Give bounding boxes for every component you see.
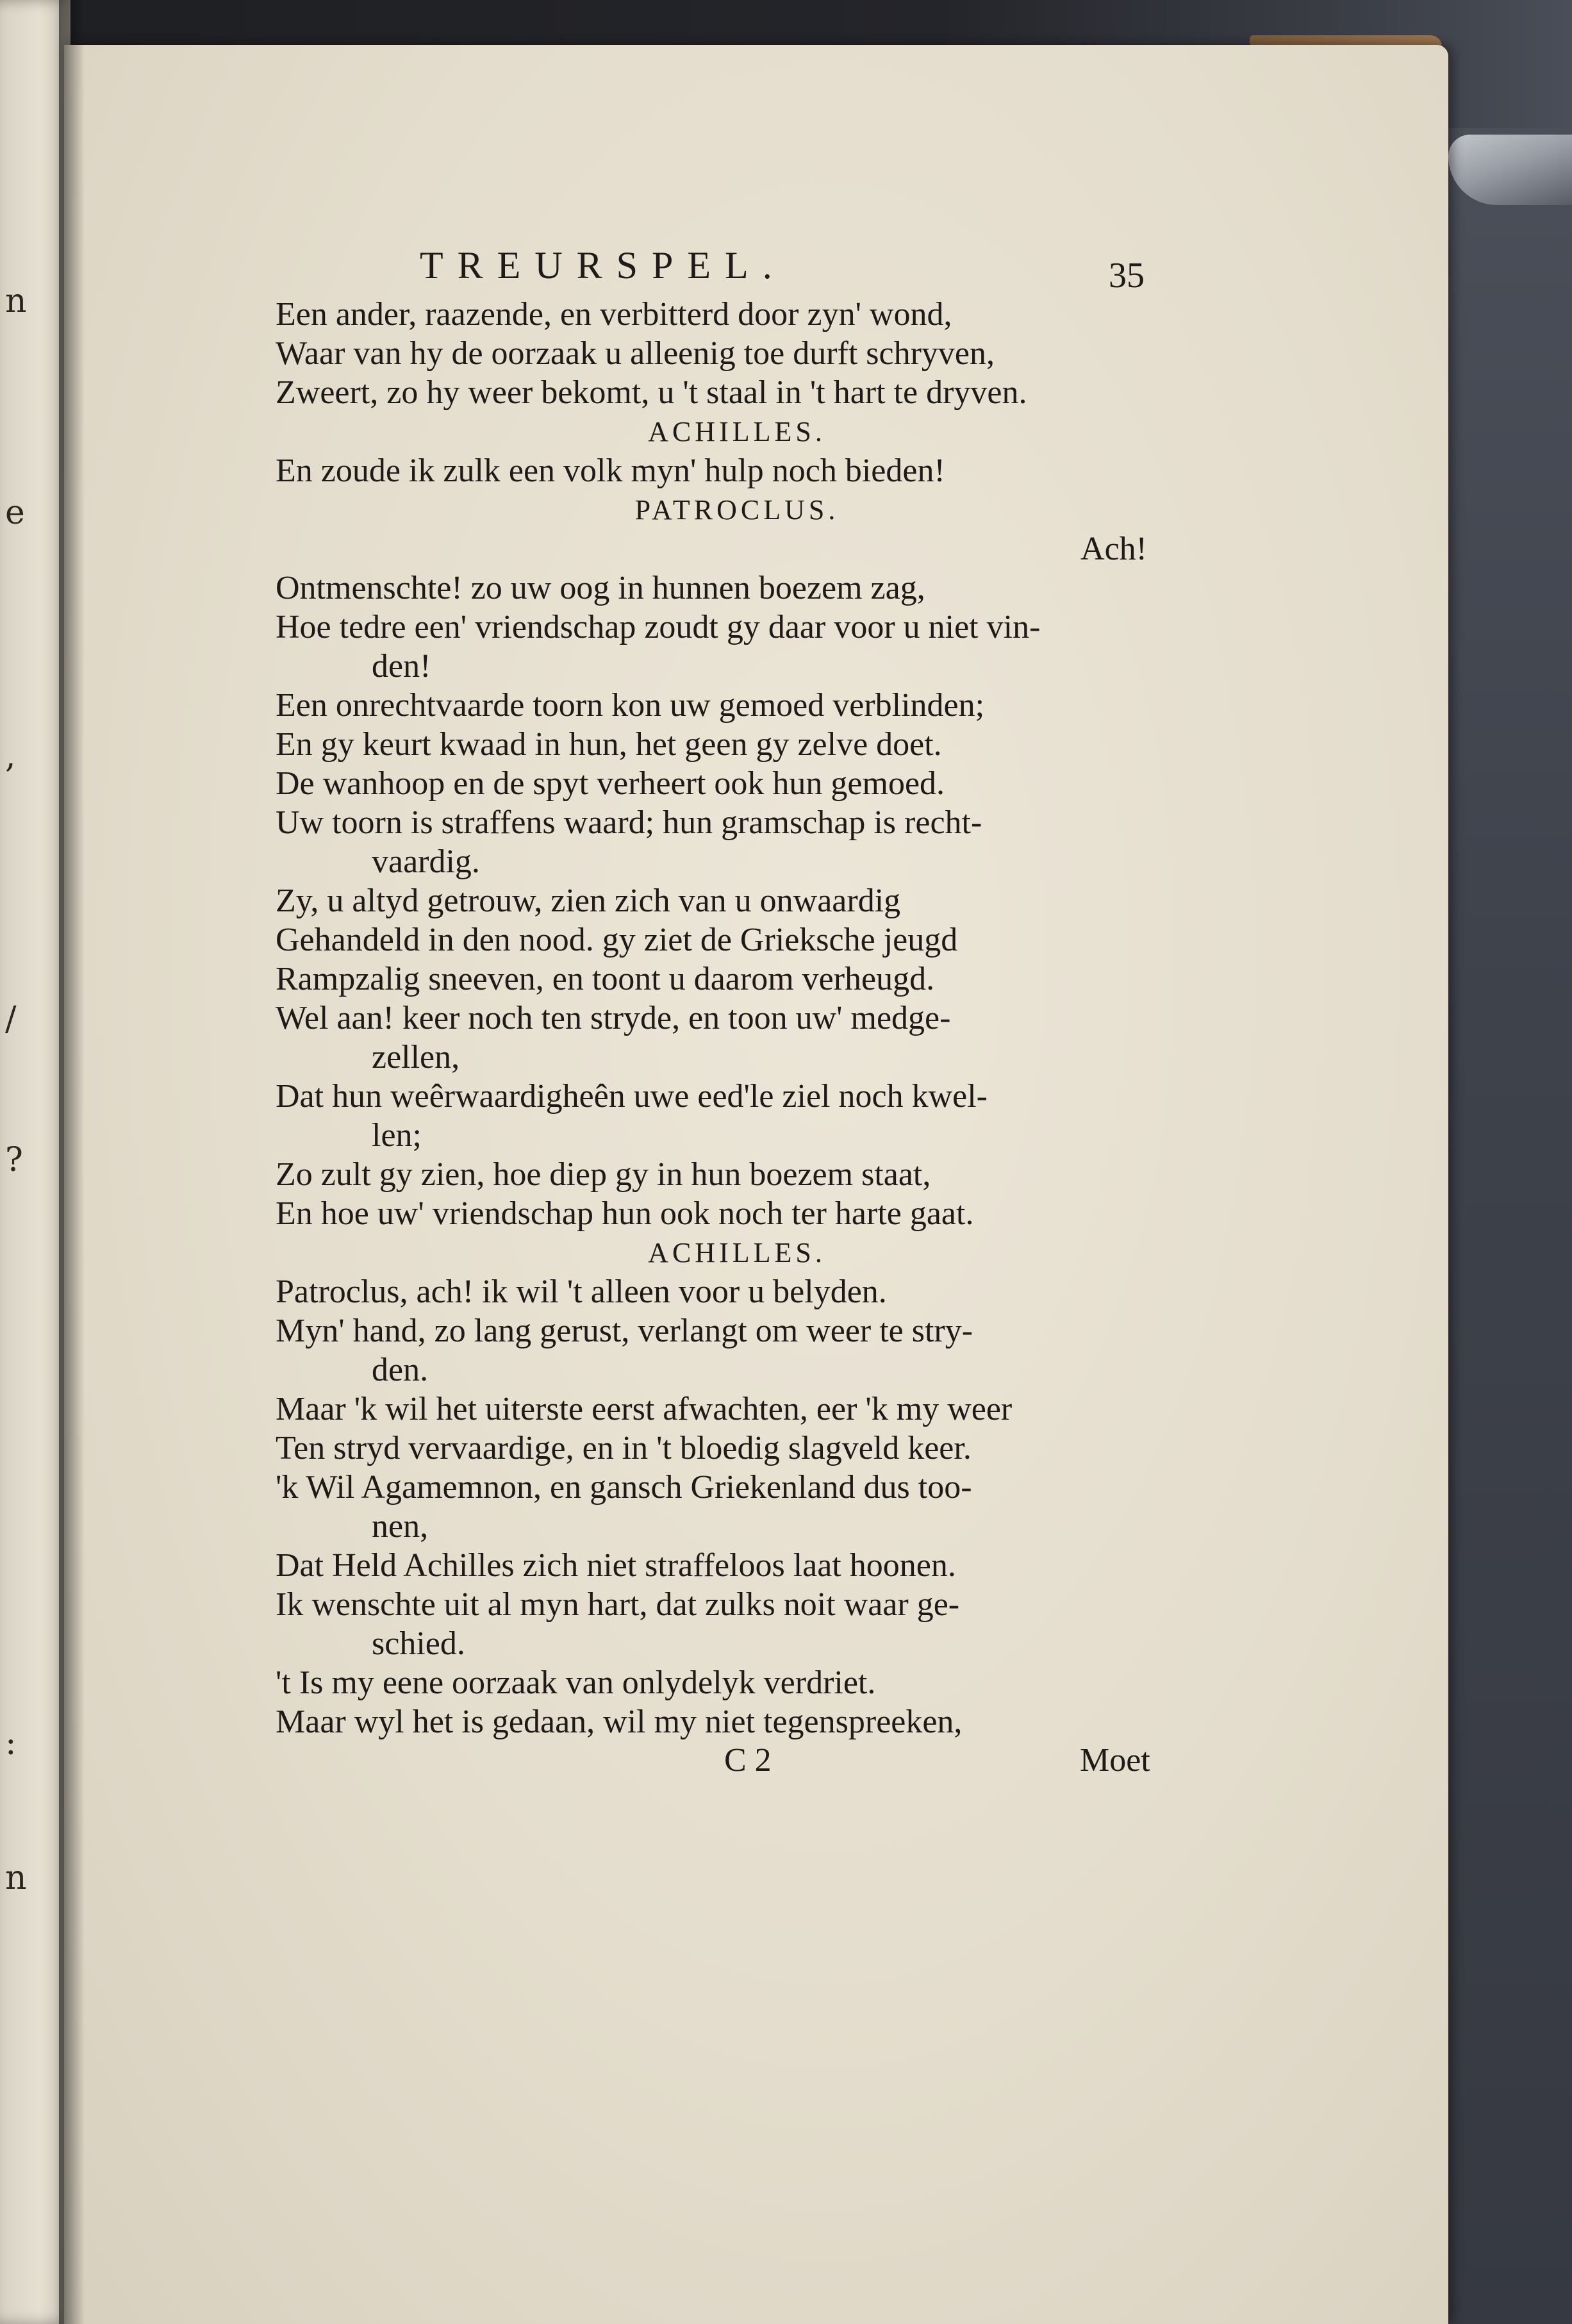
verse-line: Hoe tedre een' vriendschap zoudt gy daar voor u niet vin-	[276, 609, 1041, 645]
gutter-shadow	[59, 0, 85, 2324]
headline	[276, 244, 1173, 295]
verse-line: Waar van hy de oorzaak u alleenig toe durft schryven,	[276, 335, 995, 372]
verse-line: Ten stryd vervaardige, en in 't bloedig slagveld keer.	[276, 1430, 972, 1466]
background-cloth	[1435, 128, 1572, 2324]
verse-line: Een ander, raazende, en verbitterd door zyn' wond,	[276, 296, 952, 333]
verse-line: Ik wenschte uit al myn hart, dat zulks noit waar ge-	[276, 1586, 960, 1623]
verse-continuation: nen,	[372, 1508, 429, 1545]
verse-continuation: zellen,	[372, 1039, 460, 1075]
verse-line: Patroclus, ach! ik wil 't alleen voor u belyden.	[276, 1274, 887, 1310]
verse-line: Zy, u altyd getrouw, zien zich van u onwaardig	[276, 883, 901, 919]
page-footer	[276, 1741, 1173, 1786]
verse-line: 't Is my eene oorzaak van onlydelyk verdriet.	[276, 1664, 876, 1701]
verse-continuation: den!	[372, 648, 431, 685]
left-page-glyph: e	[5, 494, 25, 532]
page-number: 35	[1109, 256, 1145, 295]
verse-line: Maar wyl het is gedaan, wil my niet tegenspreeken,	[276, 1704, 963, 1740]
verse-line: Dat hun weêrwaardigheên uwe eed'le ziel noch kwel-	[276, 1078, 988, 1115]
verse-line: Zo zult gy zien, hoe diep gy in hun boezem staat,	[276, 1156, 931, 1193]
running-head: TREURSPEL.	[420, 244, 786, 286]
left-page-glyph: :	[5, 1724, 17, 1763]
verse-line: En zoude ik zulk een volk myn' hulp noch bieden!	[276, 452, 945, 489]
verse-line: Wel aan! keer noch ten stryde, en toon uw' medge-	[276, 1000, 951, 1036]
verse-line: En gy keurt kwaad in hun, het geen gy zelve doet.	[276, 726, 942, 763]
verse-line: Myn' hand, zo lang gerust, verlangt om weer te stry-	[276, 1313, 973, 1349]
verse-lines	[276, 295, 1173, 1741]
verse-line: Maar 'k wil het uiterste eerst afwachten, eer 'k my weer	[276, 1391, 1013, 1427]
verse-continuation: den.	[372, 1352, 429, 1388]
catchword: Moet	[1080, 1742, 1150, 1779]
verse-continuation: len;	[372, 1117, 422, 1154]
verse-line: De wanhoop en de spyt verheert ook hun gemoed.	[276, 765, 945, 802]
text-block	[276, 244, 1173, 1786]
verse-line: Rampzalig sneeven, en toont u daarom verheugd.	[276, 961, 935, 997]
verse-line: Dat Held Achilles zich niet straffeloos laat hoonen.	[276, 1547, 956, 1584]
speaker-heading: PATROCLUS.	[634, 494, 840, 526]
left-page-glyph: n	[5, 1859, 27, 1897]
left-page-glyph: ?	[5, 1141, 23, 1179]
left-page-glyph: /	[5, 1000, 17, 1038]
verse-line: Uw toorn is straffens waard; hun gramschap is recht-	[276, 804, 982, 841]
verse-line: 'k Wil Agamemnon, en gansch Griekenland dus too-	[276, 1469, 972, 1506]
verse-line: Gehandeld in den nood. gy ziet de Grieksche jeugd	[276, 922, 958, 958]
verse-line: Ontmenschte! zo uw oog in hunnen boezem zag,	[276, 570, 925, 606]
speaker-heading: ACHILLES.	[648, 1237, 826, 1268]
signature-mark: C 2	[724, 1742, 772, 1779]
cloth-fold	[1448, 135, 1572, 205]
verse-line: En hoe uw' vriendschap hun ook noch ter harte gaat.	[276, 1195, 974, 1232]
verse-line-right: Ach!	[1080, 531, 1147, 567]
left-page-glyph: ,	[5, 737, 16, 776]
verse-line: Zweert, zo hy weer bekomt, u 't staal in 't hart te dryven.	[276, 374, 1027, 411]
left-page-glyph: n	[5, 282, 27, 320]
verse-line: Een onrechtvaarde toorn kon uw gemoed verblinden;	[276, 687, 985, 724]
speaker-heading: ACHILLES.	[648, 416, 826, 447]
verse-continuation: schied.	[372, 1625, 465, 1662]
verse-continuation: vaardig.	[372, 843, 480, 880]
